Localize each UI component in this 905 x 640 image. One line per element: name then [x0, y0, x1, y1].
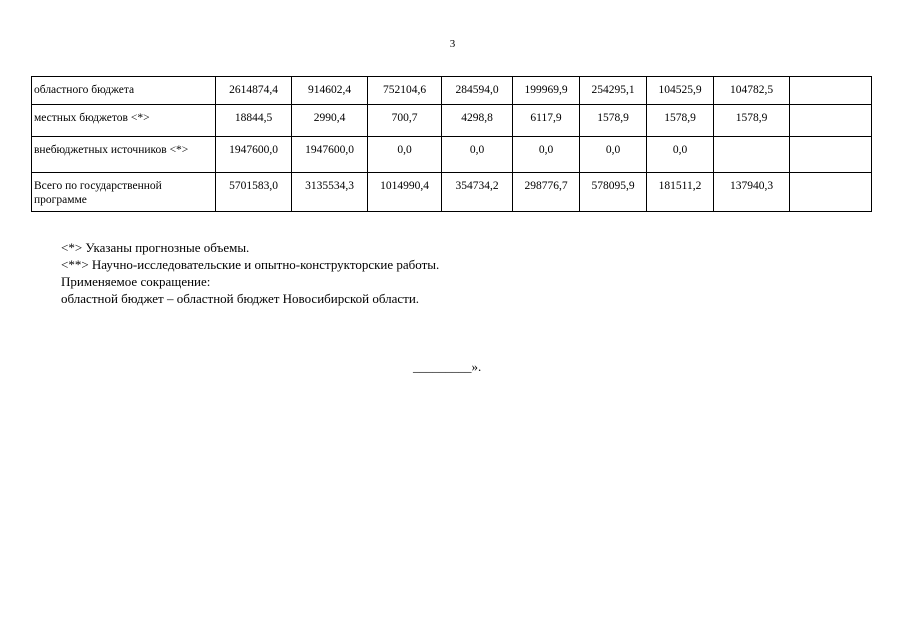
table-row [32, 137, 872, 173]
table-cell: 0,0 [368, 137, 442, 173]
row-label: внебюджетных источников <*> [32, 137, 216, 173]
table-cell: 914602,4 [292, 77, 368, 105]
abbreviation-definition: областной бюджет – областной бюджет Новосибирской области. [61, 291, 420, 306]
table-cell: 354734,2 [442, 173, 513, 212]
table-row [32, 77, 872, 105]
table-row [32, 105, 872, 137]
table-cell: 1578,9 [580, 105, 647, 137]
table-cell [790, 173, 872, 212]
closing-mark: _________». [413, 359, 482, 374]
table-cell: 284594,0 [442, 77, 513, 105]
table-cell: 2990,4 [292, 105, 368, 137]
table-cell: 1947600,0 [292, 137, 368, 173]
table-cell: 1578,9 [714, 105, 790, 137]
table-cell: 137940,3 [714, 173, 790, 212]
footnote-rnd: <**> Научно-исследовательские и опытно-конструкторские работы. [61, 257, 440, 272]
table-cell [790, 105, 872, 137]
page-number: 3 [449, 38, 456, 50]
abbreviation-heading: Применяемое сокращение: [61, 274, 211, 289]
table-cell: 104782,5 [714, 77, 790, 105]
table-cell: 1947600,0 [216, 137, 292, 173]
table-cell: 4298,8 [442, 105, 513, 137]
table-cell: 104525,9 [647, 77, 714, 105]
table-cell: 18844,5 [216, 105, 292, 137]
table-cell: 0,0 [647, 137, 714, 173]
table-cell: 5701583,0 [216, 173, 292, 212]
table-cell: 254295,1 [580, 77, 647, 105]
row-label: местных бюджетов <*> [32, 105, 216, 137]
table-cell [790, 137, 872, 173]
table-cell: 578095,9 [580, 173, 647, 212]
table-row [32, 173, 872, 212]
footnote-forecast: <*> Указаны прогнозные объемы. [61, 240, 250, 255]
row-label: Всего по государственной программе [32, 173, 216, 212]
table-cell: 199969,9 [513, 77, 580, 105]
table-cell: 181511,2 [647, 173, 714, 212]
table-cell: 0,0 [513, 137, 580, 173]
table-cell: 298776,7 [513, 173, 580, 212]
table-cell: 6117,9 [513, 105, 580, 137]
table-cell: 0,0 [580, 137, 647, 173]
budget-table [31, 76, 872, 212]
table-cell: 1014990,4 [368, 173, 442, 212]
table-cell: 752104,6 [368, 77, 442, 105]
table-cell [790, 77, 872, 105]
table-cell [714, 137, 790, 173]
table-cell: 2614874,4 [216, 77, 292, 105]
table-cell: 1578,9 [647, 105, 714, 137]
table-cell: 700,7 [368, 105, 442, 137]
table-cell: 0,0 [442, 137, 513, 173]
table-cell: 3135534,3 [292, 173, 368, 212]
footnotes [61, 239, 439, 307]
row-label: областного бюджета [32, 77, 216, 105]
